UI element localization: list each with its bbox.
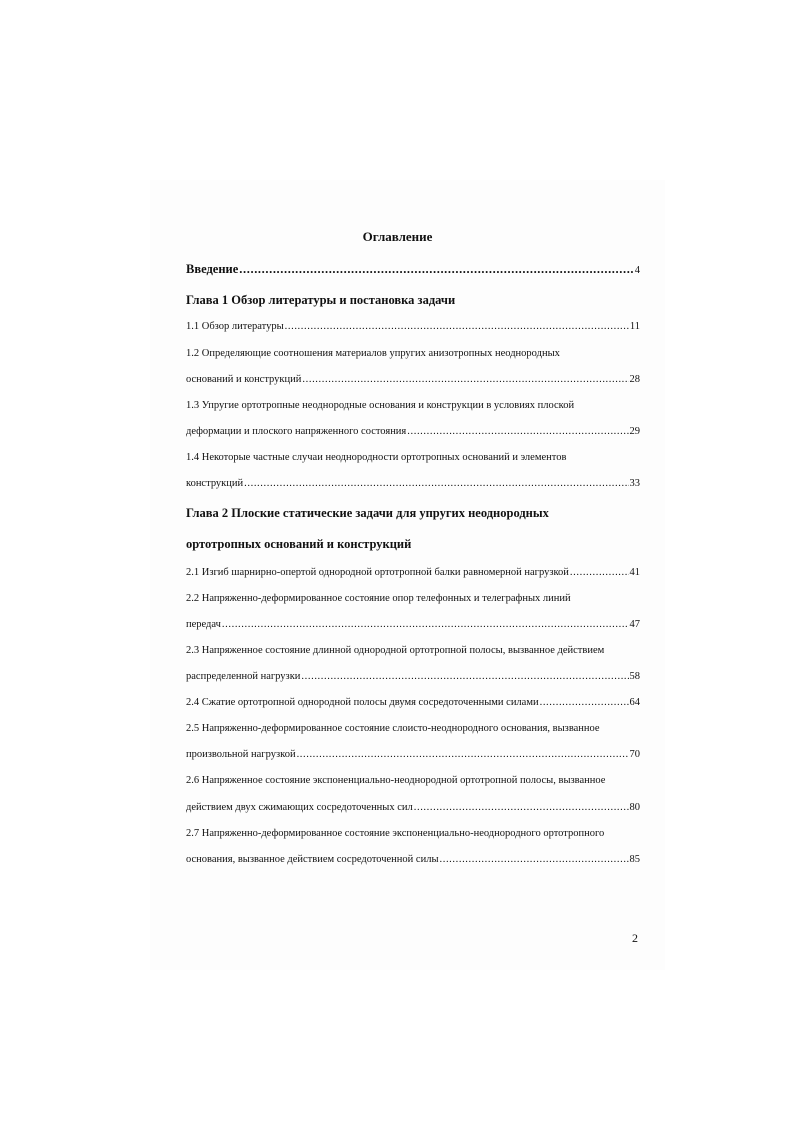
- toc-entry-2-7: [186, 853, 640, 867]
- toc-entry-page: 33: [629, 478, 640, 489]
- toc-entry-page: 47: [629, 619, 640, 630]
- leader-dots: [302, 373, 628, 387]
- leader-dots: [301, 670, 628, 684]
- toc-entry-text: 2.4 Сжатие ортотропной однородной полосы двумя сосредоточенными силами: [186, 697, 539, 708]
- toc-entry-page: 85: [629, 854, 640, 865]
- toc-entry-2-3-line1: 2.3 Напряженное состояние длинной однородной ортотропной полосы, вызванное действием: [186, 645, 605, 656]
- toc-entry-2-2-line1: 2.2 Напряженно-деформированное состояние опор телефонных и телеграфных линий: [186, 593, 571, 604]
- leader-dots: [440, 853, 629, 867]
- leader-dots: [414, 801, 629, 815]
- toc-entry-page: 4: [634, 265, 640, 276]
- leader-dots: [540, 696, 629, 710]
- toc-entry-page: 11: [629, 321, 640, 332]
- toc-entry-text: передач: [186, 619, 221, 630]
- toc-entry-2-7-line1: 2.7 Напряженно-деформированное состояние экспоненциально-неоднородного ортотропного: [186, 828, 605, 839]
- toc-entry-text: действием двух сжимающих сосредоточенных сил: [186, 802, 413, 813]
- toc-entry-text: основания, вызванное действием сосредоточенной силы: [186, 854, 439, 865]
- leader-dots: [407, 425, 628, 439]
- toc-chapter-2-line2: ортотропных оснований и конструкций: [186, 537, 412, 551]
- toc-entry-text: Введение: [186, 262, 239, 276]
- toc-entry-page: 29: [629, 426, 640, 437]
- toc-entry-page: 58: [629, 671, 640, 682]
- toc-entry-text: 1.1 Обзор литературы: [186, 321, 284, 332]
- toc-entry-text: оснований и конструкций: [186, 374, 302, 385]
- toc-entry-1-3-line1: 1.3 Упругие ортотропные неоднородные основания и конструкции в условиях плоской: [186, 400, 575, 411]
- toc-chapter-2-line1: Глава 2 Плоские статические задачи для упругих неоднородных: [186, 506, 549, 520]
- toc-entry-1-4: [186, 477, 640, 491]
- leader-dots: [297, 748, 629, 762]
- toc-entry-intro: [186, 262, 640, 278]
- leader-dots: [285, 320, 629, 334]
- toc-entry-page: 41: [629, 567, 640, 578]
- toc-entry-1-1: [186, 320, 640, 334]
- toc-entry-2-2: [186, 618, 640, 632]
- toc-entry-2-5-line1: 2.5 Напряженно-деформированное состояние слоисто-неоднородного основания, вызванное: [186, 723, 600, 734]
- toc-entry-page: 64: [629, 697, 640, 708]
- page-number: 2: [632, 931, 638, 945]
- leader-dots: [239, 262, 633, 276]
- toc-entry-2-1: [186, 566, 640, 580]
- toc-entry-2-3: [186, 670, 640, 684]
- toc-entry-1-2-line1: 1.2 Определяющие соотношения материалов упругих анизотропных неоднородных: [186, 348, 560, 359]
- toc-entry-page: 80: [629, 802, 640, 813]
- toc-entry-2-6-line1: 2.6 Напряженное состояние экспоненциально-неоднородной ортотропной полосы, вызванное: [186, 775, 606, 786]
- leader-dots: [222, 618, 629, 632]
- toc-entry-2-5: [186, 748, 640, 762]
- toc-entry-page: 70: [629, 749, 640, 760]
- toc-entry-text: деформации и плоского напряженного состояния: [186, 426, 407, 437]
- toc-entry-text: распределенной нагрузки: [186, 671, 301, 682]
- toc-entry-text: конструкций: [186, 478, 244, 489]
- toc-entry-1-3: [186, 425, 640, 439]
- toc-title: Оглавление: [362, 229, 433, 244]
- toc-entry-text: 2.1 Изгиб шарнирно-опертой однородной ортотропной балки равномерной нагрузкой: [186, 567, 569, 578]
- toc-entry-1-4-line1: 1.4 Некоторые частные случаи неоднородности ортотропных оснований и элементов: [186, 452, 567, 463]
- toc-entry-1-2: [186, 373, 640, 387]
- leader-dots: [244, 477, 628, 491]
- leader-dots: [570, 566, 629, 580]
- toc-chapter-1: Глава 1 Обзор литературы и постановка задачи: [186, 293, 456, 307]
- toc-entry-2-4: [186, 696, 640, 710]
- toc-entry-text: произвольной нагрузкой: [186, 749, 296, 760]
- toc-entry-page: 28: [629, 374, 640, 385]
- toc-entry-2-6: [186, 801, 640, 815]
